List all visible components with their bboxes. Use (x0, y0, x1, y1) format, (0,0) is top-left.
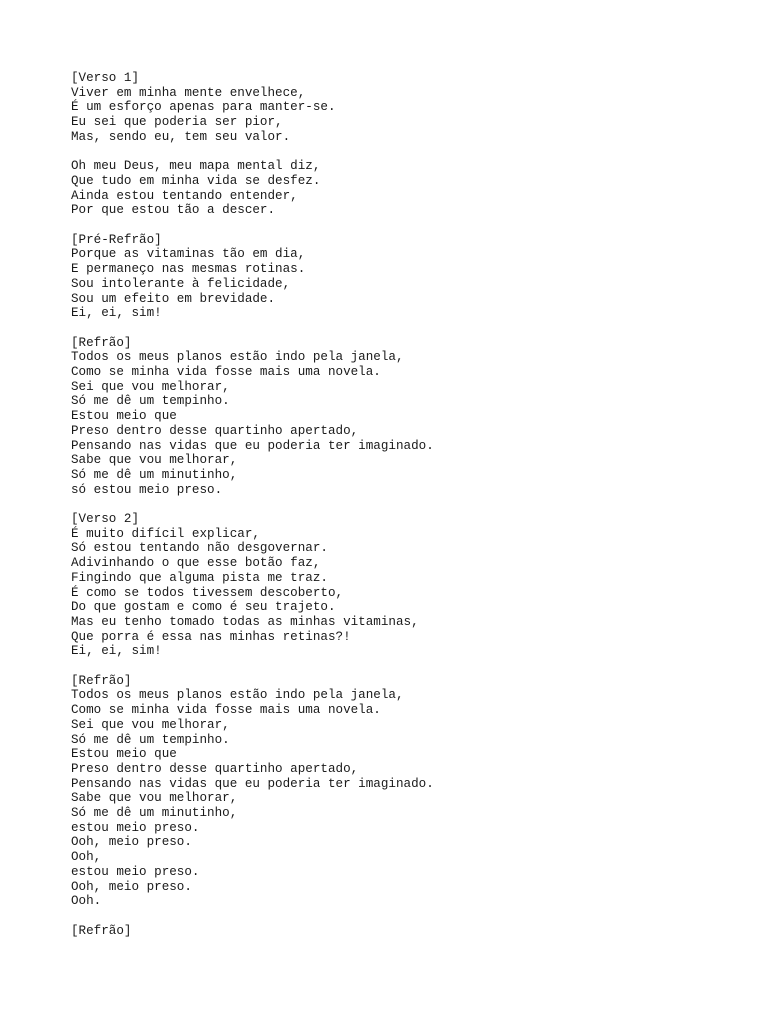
lyrics-document (71, 71, 751, 938)
lyric-line: Sabe que vou melhorar, (71, 453, 238, 468)
lyric-line: Ooh. (71, 894, 102, 909)
lyric-line: estou meio preso. (71, 820, 200, 835)
lyric-line: Adivinhando o que esse botão faz, (71, 556, 321, 571)
lyrics-stanza (71, 336, 751, 498)
lyric-line: Como se minha vida fosse mais uma novela. (71, 365, 381, 380)
lyric-line: Só me dê um minutinho, (71, 467, 238, 482)
lyric-line: Viver em minha mente envelhece, (71, 85, 306, 100)
lyric-line: estou meio preso. (71, 864, 200, 879)
lyrics-stanza (71, 71, 751, 145)
lyric-line: Sei que vou melhorar, (71, 717, 230, 732)
lyric-line: Pensando nas vidas que eu poderia ter imaginado. (71, 438, 434, 453)
lyric-line: Estou meio que (71, 747, 177, 762)
section-heading: [Refrão] (71, 923, 132, 938)
lyric-line: Só estou tentando não desgovernar. (71, 541, 328, 556)
section-heading: [Refrão] (71, 673, 132, 688)
lyric-line: É muito difícil explicar, (71, 526, 260, 541)
section-heading: [Verso 2] (71, 512, 140, 527)
lyric-line: Por que estou tão a descer. (71, 203, 276, 218)
lyric-line: Ooh, (71, 850, 102, 865)
lyric-line: Preso dentro desse quartinho apertado, (71, 423, 359, 438)
lyric-line: Ooh, meio preso. (71, 879, 192, 894)
lyric-line: Todos os meus planos estão indo pela janela, (71, 350, 404, 365)
lyric-line: Oh meu Deus, meu mapa mental diz, (71, 159, 321, 174)
lyric-line: Mas, sendo eu, tem seu valor. (71, 129, 291, 144)
lyric-line: Sou um efeito em brevidade. (71, 291, 276, 306)
lyrics-stanza (71, 159, 751, 218)
lyric-line: Mas eu tenho tomado todas as minhas vitaminas, (71, 614, 419, 629)
lyric-line: Só me dê um tempinho. (71, 732, 230, 747)
lyric-line: Porque as vitaminas tão em dia, (71, 247, 306, 262)
lyric-line: Ei, ei, sim! (71, 644, 162, 659)
lyric-line: Ainda estou tentando entender, (71, 188, 298, 203)
lyric-line: É como se todos tivessem descoberto, (71, 585, 344, 600)
lyric-line: Todos os meus planos estão indo pela janela, (71, 688, 404, 703)
lyrics-stanza (71, 674, 751, 909)
lyrics-stanza (71, 924, 751, 939)
lyric-line: Do que gostam e como é seu trajeto. (71, 600, 336, 615)
lyric-line: Ooh, meio preso. (71, 835, 192, 850)
lyric-line: Só me dê um tempinho. (71, 394, 230, 409)
lyric-line: Como se minha vida fosse mais uma novela. (71, 703, 381, 718)
lyrics-stanza (71, 233, 751, 321)
lyric-line: Eu sei que poderia ser pior, (71, 115, 283, 130)
lyric-line: Estou meio que (71, 409, 177, 424)
section-heading: [Verso 1] (71, 71, 140, 85)
section-heading: [Pré-Refrão] (71, 232, 162, 247)
lyric-line: Só me dê um minutinho, (71, 806, 238, 821)
lyrics-stanza (71, 512, 751, 659)
lyric-line: É um esforço apenas para manter-se. (71, 100, 336, 115)
lyric-line: Que tudo em minha vida se desfez. (71, 173, 321, 188)
lyric-line: Que porra é essa nas minhas retinas?! (71, 629, 351, 644)
section-heading: [Refrão] (71, 335, 132, 350)
lyric-line: Sei que vou melhorar, (71, 379, 230, 394)
lyric-line: Preso dentro desse quartinho apertado, (71, 761, 359, 776)
lyric-line: E permaneço nas mesmas rotinas. (71, 262, 306, 277)
lyric-line: Pensando nas vidas que eu poderia ter imaginado. (71, 776, 434, 791)
lyric-line: Sou intolerante à felicidade, (71, 276, 291, 291)
lyric-line: Sabe que vou melhorar, (71, 791, 238, 806)
lyric-line: Ei, ei, sim! (71, 306, 162, 321)
lyric-line: só estou meio preso. (71, 482, 223, 497)
lyric-line: Fingindo que alguma pista me traz. (71, 570, 328, 585)
